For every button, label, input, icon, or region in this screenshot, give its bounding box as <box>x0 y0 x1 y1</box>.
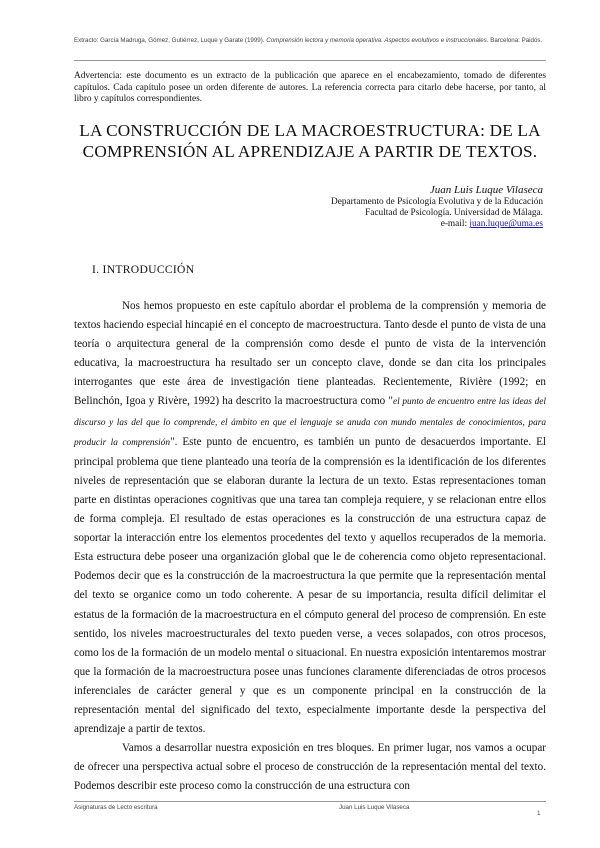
paragraph-2: Vamos a desarrollar nuestra exposición en tres bloques. En primer lugar, nos vamos a ocupar de ofrecer una perspectiva actual sobre el proceso de construcción de la representación mental del texto. Podemos describir este proceso como la construcción de una estructura con <box>74 742 546 793</box>
header-citation: Extracto: García Madruga, Gómez, Gutiérrez, Luque y Garate (1999). <box>74 37 265 44</box>
email-label: e-mail: <box>440 219 468 230</box>
author-faculty: Facultad de Psicología. Universidad de Málaga. <box>365 208 543 219</box>
paragraph-1-quote: el punto de encuentro entre las ideas del discurso y las del que lo comprende, el ámbito en que el lenguaje se anuda con mundo mentales de conocimientos, para producir la comprensión <box>74 397 546 448</box>
paragraph-1-part-b: ". Este punto de encuentro, es también un punto de desacuerdos importante. El principal problema que tiene planteado una teoría de la comprensión es la identificación de los diferentes niveles de representación que se elaboran durante la lectura de un texto. Estas representaciones toman parte en distintas operaciones cognitivas que una tarea tan compleja requiere, y se relacionan entre ellos de forma compleja. El resultado de estas operaciones es la construcción de una estructura capaz de soportar la interacción entre los elementos procedentes del texto y aquellos recuperados de la memoria. Esta estructura debe poseer una organización global que le de coherencia como objeto representacional. Podemos decir que es la construcción de la macroestructura la que permite que la representación mental del texto se organice como un todo coherente. A pesar de su importancia, resulta difícil delimitar el estatus de la formación de la macroestructura en el cómputo general del proceso de comprensión. En este sentido, los niveles macroestructurales del texto pueden verse, a veces solapados, con otros procesos, como los de la formación de un modelo mental o situacional. En nuestra exposición intentaremos mostrar que la formación de la macroestructura posee unas funciones claramente diferenciadas de otros procesos inferenciales de carácter general y que es un componente principal en la construcción de la representación mental del significado del texto, especialmente importante desde la perspectiva del aprendizaje a partir de textos. <box>74 435 546 736</box>
header-place: Barcelona: Paidós. <box>490 37 543 44</box>
author-department: Departamento de Psicología Evolutiva y de la Educación <box>331 197 543 207</box>
footer-author: Juan Luis Luque Vilaseca <box>339 804 410 811</box>
body-text <box>74 297 546 796</box>
email-link[interactable]: juan.luque@uma.es <box>469 219 543 230</box>
author-email-line <box>331 219 543 230</box>
document-title: LA CONSTRUCCIÓN DE LA MACROESTRUCTURA: DE LA COMPRENSIÓN AL APRENDIZAJE A PARTIR DE TEXTOS. <box>79 121 541 161</box>
author-block <box>331 183 543 231</box>
footer-left: Asignaturas de Lecto escritura <box>74 804 158 811</box>
warning-notice: Advertencia: este documento es un extracto de la publicación que aparece en el encabezamiento, tomado de diferentes capítulos. Cada capítulo posee un orden diferente de autores. La referencia correcta para citarlo debe hacerse, por tanto, al libro y capítulos correspondientes. <box>74 71 546 104</box>
header-divider <box>74 60 546 61</box>
section-heading: I. INTRODUCCIÓN <box>92 263 195 276</box>
header-book-title: Comprensión lectora y memoria operativa. Aspectos evolutivos e instruccionales. <box>266 37 489 44</box>
footer-divider <box>74 801 546 802</box>
page-number: 1 <box>537 810 541 817</box>
paragraph-1 <box>74 297 546 739</box>
author-name: Juan Luis Luque Vilaseca <box>429 184 543 196</box>
paragraph-1-part-a: Nos hemos propuesto en este capítulo abordar el problema de la comprensión y memoria de textos haciendo especial hincapié en el concepto de macroestructura. Tanto desde el punto de vista de una teoría o arquitectura general de la comprensión como desde el punto de vista de la intervención educativa, la macroestructura ha resultado ser un concepto clave, donde se dan cita los principales interrogantes que este área de investigación tiene planteadas. Recientemente, Rivière (1992; en Belinchón, Igoa y Rivère, 1992) ha descrito la macroestructura como " <box>74 300 546 408</box>
page-header <box>74 36 546 45</box>
